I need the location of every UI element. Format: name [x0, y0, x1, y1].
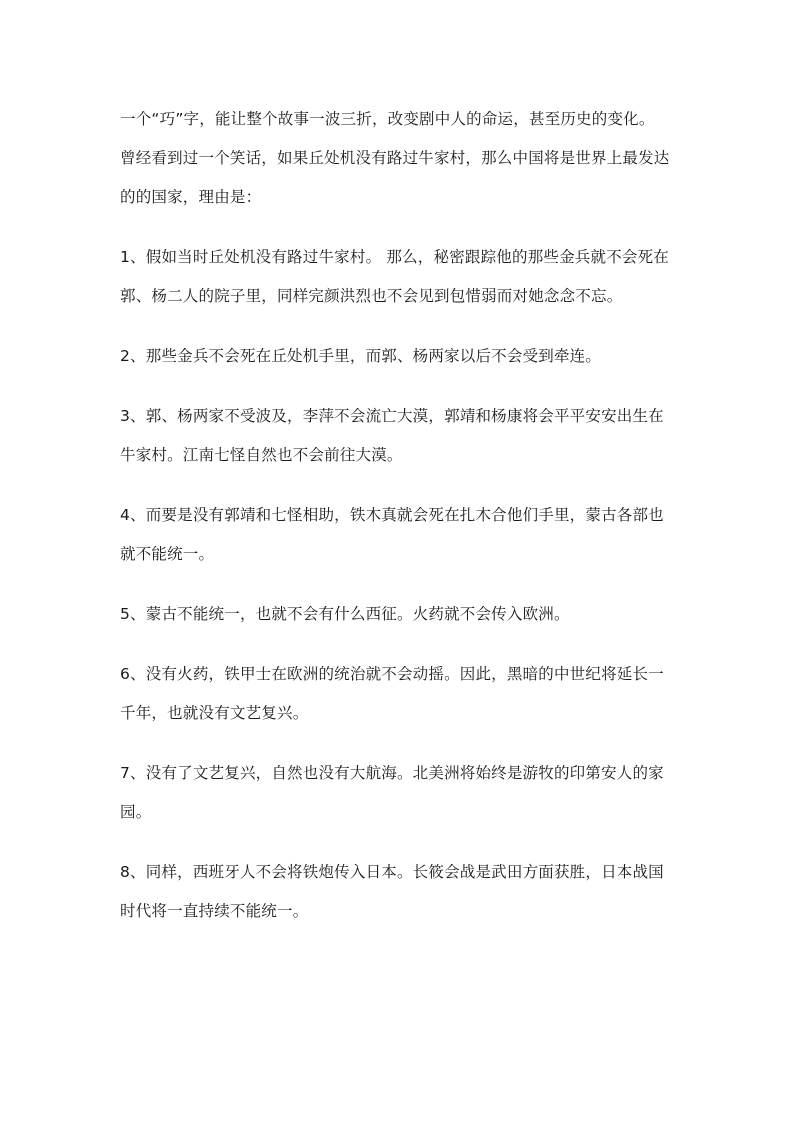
text-line: 一个“巧”字，能让整个故事一波三折，改变剧中人的命运，甚至历史的变化。 — [120, 110, 655, 128]
text-line: 千年，也就没有文艺复兴。 — [120, 704, 309, 722]
text-line: 时代将一直持续不能统一。 — [120, 902, 309, 920]
text-line: 4、而要是没有郭靖和七怪相助，铁木真就会死在扎木合他们手里，蒙古各部也 — [120, 506, 664, 524]
text-line: 1、假如当时丘处机没有路过牛家村。 那么，秘密跟踪他的那些金兵就不会死在 — [120, 248, 669, 266]
paragraph-item-1 — [120, 238, 680, 316]
text-line: 6、没有火药，铁甲士在欧洲的统治就不会动摇。因此，黑暗的中世纪将延长一 — [120, 665, 664, 683]
text-line: 就不能统一。 — [120, 545, 215, 563]
paragraph-item-6 — [120, 655, 680, 733]
paragraph-item-7 — [120, 754, 680, 832]
paragraph-item-4 — [120, 496, 680, 574]
text-line: 3、郭、杨两家不受波及，李萍不会流亡大漠，郭靖和杨康将会平平安安出生在 — [120, 407, 664, 425]
paragraph-item-8 — [120, 853, 680, 931]
paragraph-item-5 — [120, 595, 680, 634]
text-line: 7、没有了文艺复兴，自然也没有大航海。北美洲将始终是游牧的印第安人的家 — [120, 764, 664, 782]
text-line: 郭、杨二人的院子里，同样完颜洪烈也不会见到包惜弱而对她念念不忘。 — [120, 287, 623, 305]
text-line: 牛家村。江南七怪自然也不会前往大漠。 — [120, 446, 403, 464]
text-line: 8、同样，西班牙人不会将铁炮传入日本。长筱会战是武田方面获胜，日本战国 — [120, 863, 664, 881]
text-line: 曾经看到过一个笑话，如果丘处机没有路过牛家村，那么中国将是世界上最发达 — [120, 149, 670, 167]
paragraph-item-2 — [120, 337, 680, 376]
document-body — [120, 100, 680, 931]
text-line: 2、那些金兵不会死在丘处机手里，而郭、杨两家以后不会受到牵连。 — [120, 347, 602, 365]
text-line: 5、蒙古不能统一，也就不会有什么西征。火药就不会传入欧洲。 — [120, 605, 570, 623]
paragraph-item-3 — [120, 397, 680, 475]
paragraph-intro — [120, 100, 680, 217]
text-line: 园。 — [120, 803, 152, 821]
text-line: 的的国家，理由是： — [120, 188, 262, 206]
